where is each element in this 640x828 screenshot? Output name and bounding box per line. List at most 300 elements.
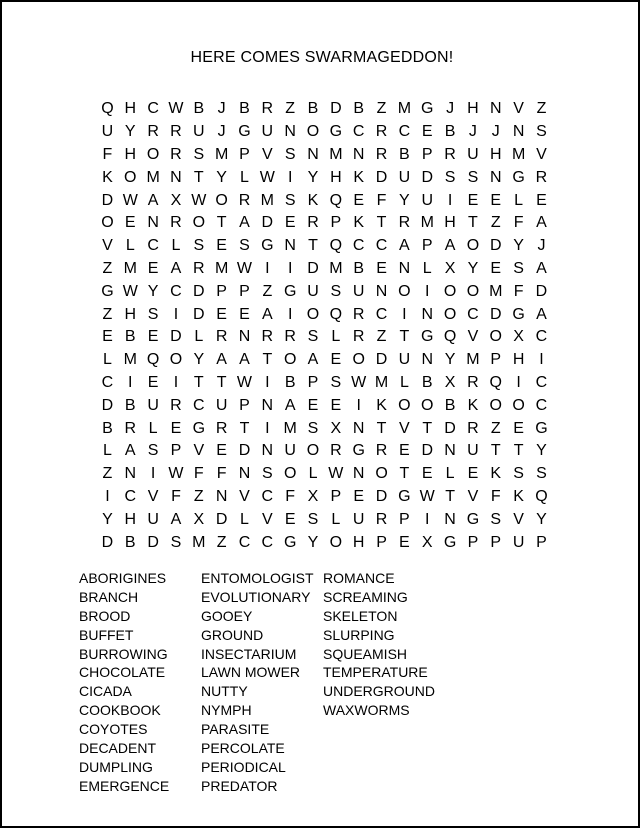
word-list-item: BROOD [79, 607, 131, 624]
grid-letter: I [425, 510, 430, 528]
grid-letter: N [170, 168, 182, 186]
grid-letter: E [216, 305, 227, 323]
grid-row [96, 508, 554, 531]
grid-letter: S [147, 305, 159, 323]
grid-letter: O [489, 328, 502, 346]
word-list-item: PREDATOR [201, 777, 278, 794]
grid-letter: Q [146, 351, 160, 369]
grid-letter: U [467, 145, 479, 163]
grid-letter: L [148, 419, 158, 437]
grid-letter: Z [376, 100, 387, 118]
grid-letter: B [444, 396, 456, 414]
word-list-item: PARASITE [201, 721, 270, 738]
grid-letter: G [101, 282, 114, 300]
grid-letter: N [352, 419, 365, 437]
grid-letter: U [101, 123, 114, 141]
grid-letter: O [124, 168, 137, 186]
grid-letter: S [444, 168, 456, 186]
grid-letter: R [170, 396, 182, 414]
grid-letter: O [398, 282, 411, 300]
grid-letter: E [399, 533, 410, 551]
grid-letter: P [421, 145, 433, 163]
grid-letter: K [307, 191, 319, 209]
word-list-item: BURROWING [79, 645, 168, 662]
grid-letter: D [101, 533, 114, 551]
grid-letter: S [170, 533, 182, 551]
grid-letter: E [330, 396, 342, 414]
grid-letter: A [170, 510, 182, 528]
grid-letter: O [306, 442, 320, 460]
grid-letter: T [376, 214, 387, 232]
grid-letter: A [536, 214, 547, 232]
grid-letter: P [536, 533, 547, 551]
grid-letter: G [443, 533, 457, 551]
grid-letter: W [122, 282, 138, 300]
grid-letter: D [421, 168, 434, 186]
grid-letter: E [216, 442, 227, 460]
grid-letter: P [399, 510, 410, 528]
word-list-item: NUTTY [201, 683, 248, 700]
grid-letter: O [421, 396, 434, 414]
grid-letter: O [306, 305, 320, 323]
grid-letter: V [147, 487, 159, 505]
grid-letter: V [239, 487, 250, 505]
grid-letter: T [399, 465, 410, 483]
grid-letter: V [102, 237, 113, 255]
word-list-item: INSECTARIUM [201, 645, 297, 662]
word-list-column [323, 569, 463, 796]
grid-letter: O [512, 396, 525, 414]
grid-letter: Y [147, 282, 159, 300]
grid-letter: T [445, 487, 455, 505]
grid-letter: E [147, 373, 159, 391]
grid-letter: E [147, 328, 159, 346]
grid-letter: M [420, 214, 434, 232]
grid-letter: U [398, 351, 411, 369]
grid-letter: M [146, 168, 160, 186]
grid-letter: T [468, 214, 478, 232]
grid-letter: R [215, 419, 228, 437]
grid-letter: Q [329, 237, 343, 255]
grid-letter: Q [535, 487, 548, 505]
grid-letter: L [422, 259, 432, 277]
grid-letter: K [513, 487, 524, 505]
grid-letter: C [467, 305, 479, 323]
grid-letter: I [265, 419, 270, 437]
grid-letter: H [330, 168, 342, 186]
grid-letter: Y [102, 510, 113, 528]
grid-letter: N [147, 214, 159, 232]
grid-letter: D [170, 328, 182, 346]
word-list-item: EMERGENCE [79, 777, 170, 794]
grid-letter: E [216, 237, 227, 255]
grid-letter: S [467, 168, 479, 186]
grid-row [96, 280, 554, 303]
grid-letter: U [352, 282, 365, 300]
grid-letter: L [331, 328, 341, 346]
grid-letter: I [173, 373, 179, 391]
grid-letter: L [240, 510, 249, 528]
grid-letter: D [193, 282, 205, 300]
word-list-item: NYMPH [201, 702, 252, 719]
grid-letter: N [284, 237, 296, 255]
grid-letter: A [284, 396, 296, 414]
grid-letter: L [308, 465, 318, 483]
grid-letter: D [375, 168, 388, 186]
grid-letter: N [489, 100, 502, 118]
puzzle-title: HERE COMES SWARMAGEDDON! [190, 49, 454, 66]
grid-letter: O [101, 214, 114, 232]
grid-letter: K [353, 214, 365, 232]
grid-letter: N [512, 123, 525, 141]
grid-letter: Y [399, 191, 410, 209]
grid-letter: K [353, 168, 365, 186]
grid-letter: Q [329, 305, 343, 323]
grid-letter: N [307, 145, 319, 163]
grid-letter: O [192, 214, 206, 232]
grid-letter: E [307, 396, 319, 414]
grid-letter: M [329, 145, 343, 163]
grid-letter: O [352, 351, 365, 369]
grid-row [96, 394, 554, 417]
letter-grid [96, 98, 554, 554]
grid-letter: R [147, 123, 159, 141]
grid-letter: N [421, 351, 434, 369]
grid-letter: Y [307, 533, 319, 551]
word-list-item: CHOCOLATE [79, 664, 166, 681]
grid-letter: I [425, 282, 430, 300]
word-list-item: TEMPERATURE [323, 664, 428, 681]
grid-letter: G [283, 533, 297, 551]
grid-letter: G [535, 419, 548, 437]
grid-row [96, 235, 554, 258]
grid-letter: S [239, 237, 250, 255]
grid-letter: Z [285, 100, 296, 118]
grid-letter: I [265, 259, 270, 277]
grid-letter: E [467, 465, 479, 483]
grid-letter: X [170, 191, 182, 209]
grid-letter: P [376, 533, 387, 551]
grid-letter: G [466, 510, 480, 528]
grid-letter: R [261, 328, 274, 346]
grid-letter: D [489, 305, 502, 323]
grid-letter: T [399, 328, 410, 346]
grid-row [96, 531, 554, 554]
grid-letter: R [261, 100, 274, 118]
grid-row [96, 166, 554, 189]
grid-letter: S [490, 510, 502, 528]
grid-row [96, 121, 554, 144]
grid-letter: V [467, 487, 479, 505]
grid-letter: A [124, 442, 136, 460]
grid-letter: M [260, 191, 274, 209]
grid-letter: H [124, 510, 137, 528]
grid-letter: A [307, 351, 319, 369]
grid-letter: O [283, 351, 297, 369]
word-list [79, 569, 463, 796]
grid-letter: E [284, 214, 296, 232]
grid-letter: P [216, 282, 227, 300]
grid-letter: F [216, 465, 227, 483]
word-list-item: EVOLUTIONARY [201, 588, 311, 605]
grid-letter: Z [102, 259, 113, 277]
grid-letter: T [308, 237, 318, 255]
grid-letter: N [352, 145, 365, 163]
grid-letter: V [467, 328, 479, 346]
word-list-item: PERCOLATE [201, 740, 285, 757]
grid-letter: Q [443, 328, 457, 346]
grid-letter: E [490, 191, 502, 209]
grid-letter: R [375, 442, 388, 460]
grid-row [96, 326, 554, 349]
grid-letter: O [329, 533, 343, 551]
grid-letter: I [287, 259, 293, 277]
grid-letter: M [123, 259, 137, 277]
grid-letter: G [512, 305, 525, 323]
grid-letter: O [443, 282, 457, 300]
grid-letter: P [307, 373, 319, 391]
grid-letter: S [284, 191, 296, 209]
grid-letter: E [284, 510, 296, 528]
grid-letter: C [124, 487, 137, 505]
grid-letter: Z [262, 282, 273, 300]
grid-row [96, 463, 554, 486]
grid-letter: M [123, 351, 137, 369]
grid-letter: K [467, 396, 479, 414]
grid-letter: R [444, 145, 456, 163]
grid-letter: I [105, 487, 110, 505]
grid-letter: Y [467, 259, 479, 277]
grid-letter: C [535, 396, 548, 414]
grid-letter: B [421, 373, 433, 391]
grid-letter: I [287, 168, 293, 186]
grid-letter: B [124, 396, 136, 414]
grid-letter: D [421, 442, 434, 460]
grid-letter: P [330, 487, 342, 505]
grid-letter: P [421, 237, 433, 255]
grid-letter: M [329, 259, 343, 277]
grid-letter: M [511, 145, 526, 163]
grid-letter: R [352, 305, 365, 323]
grid-letter: R [284, 328, 296, 346]
grid-letter: D [489, 237, 502, 255]
grid-letter: L [125, 237, 135, 255]
grid-letter: O [489, 396, 502, 414]
grid-letter: P [239, 396, 250, 414]
grid-letter: N [284, 123, 296, 141]
grid-row [96, 144, 554, 167]
grid-letter: O [215, 191, 228, 209]
grid-letter: T [216, 373, 227, 391]
grid-letter: C [375, 305, 388, 323]
grid-letter: C [170, 282, 182, 300]
grid-letter: N [444, 442, 456, 460]
grid-letter: C [398, 123, 411, 141]
word-list-item: BUFFET [79, 626, 134, 643]
grid-letter: R [307, 214, 319, 232]
grid-letter: C [261, 533, 274, 551]
grid-letter: R [170, 145, 182, 163]
grid-letter: P [490, 533, 502, 551]
grid-letter: J [446, 100, 455, 118]
grid-letter: D [101, 396, 114, 414]
grid-letter: D [375, 487, 388, 505]
grid-letter: K [376, 396, 387, 414]
grid-letter: M [397, 100, 412, 118]
grid-letter: B [399, 145, 410, 163]
grid-letter: X [193, 510, 205, 528]
grid-letter: N [444, 510, 456, 528]
grid-letter: A [170, 259, 182, 277]
grid-letter: B [102, 419, 113, 437]
grid-letter: I [539, 351, 544, 369]
grid-letter: R [352, 328, 365, 346]
grid-letter: X [307, 487, 319, 505]
grid-letter: C [535, 328, 548, 346]
grid-letter: F [513, 282, 524, 300]
grid-letter: I [287, 305, 293, 323]
grid-letter: J [537, 237, 546, 255]
grid-letter: T [422, 419, 433, 437]
grid-letter: R [535, 168, 548, 186]
word-list-item: ABORIGINES [79, 570, 167, 586]
grid-letter: J [217, 100, 226, 118]
grid-letter: I [150, 465, 156, 483]
grid-letter: V [536, 145, 547, 163]
grid-letter: Q [329, 191, 343, 209]
grid-letter: G [261, 237, 274, 255]
word-list-column [79, 569, 201, 796]
grid-letter: E [170, 419, 182, 437]
grid-letter: Z [216, 533, 227, 551]
grid-letter: M [374, 373, 389, 391]
grid-letter: D [535, 282, 548, 300]
grid-letter: M [489, 282, 503, 300]
grid-letter: Z [102, 305, 113, 323]
grid-letter: N [375, 282, 388, 300]
grid-row [96, 349, 554, 372]
grid-letter: T [262, 351, 273, 369]
word-list-item: SLURPING [323, 626, 395, 643]
grid-letter: V [399, 419, 410, 437]
grid-letter: G [329, 123, 343, 141]
grid-letter: J [468, 123, 477, 141]
word-list-item: COOKBOOK [79, 702, 161, 719]
grid-letter: P [239, 282, 250, 300]
grid-letter: R [375, 123, 388, 141]
grid-letter: F [513, 214, 524, 232]
grid-letter: O [169, 351, 183, 369]
grid-letter: J [491, 123, 500, 141]
grid-letter: R [193, 259, 205, 277]
grid-letter: E [536, 191, 547, 209]
grid-letter: R [375, 510, 388, 528]
grid-letter: U [467, 442, 479, 460]
grid-row [96, 258, 554, 281]
grid-letter: A [399, 237, 410, 255]
word-list-item: GOOEY [201, 607, 253, 624]
grid-letter: U [352, 510, 365, 528]
grid-letter: W [168, 465, 184, 483]
grid-letter: D [261, 214, 274, 232]
grid-letter: Q [489, 373, 502, 391]
grid-letter: B [353, 100, 365, 118]
grid-letter: U [147, 396, 159, 414]
grid-letter: L [399, 373, 409, 391]
grid-letter: B [444, 123, 456, 141]
grid-letter: N [489, 168, 502, 186]
grid-letter: E [353, 191, 365, 209]
grid-letter: O [375, 465, 388, 483]
grid-letter: R [330, 442, 342, 460]
grid-letter: N [238, 328, 251, 346]
grid-letter: B [124, 533, 136, 551]
grid-letter: C [147, 100, 159, 118]
grid-row [96, 98, 554, 121]
grid-letter: Y [444, 351, 456, 369]
grid-letter: O [283, 465, 297, 483]
word-list-item: UNDERGROUND [323, 683, 435, 700]
word-list-item: SCREAMING [323, 588, 408, 605]
grid-letter: S [307, 510, 319, 528]
grid-letter: A [216, 351, 227, 369]
grid-letter: L [102, 351, 112, 369]
grid-letter: Q [101, 100, 114, 118]
grid-letter: N [124, 465, 137, 483]
word-list-item: ENTOMOLOGIST [201, 570, 314, 586]
grid-letter: K [490, 465, 502, 483]
grid-letter: I [402, 305, 407, 323]
grid-letter: Y [193, 351, 205, 369]
grid-letter: B [239, 100, 250, 118]
word-list-item: GROUND [201, 626, 264, 643]
grid-letter: T [216, 214, 227, 232]
grid-letter: N [215, 487, 228, 505]
grid-letter: C [352, 237, 365, 255]
grid-letter: P [239, 145, 250, 163]
grid-letter: S [513, 259, 524, 277]
grid-letter: D [307, 259, 319, 277]
grid-letter: S [193, 145, 205, 163]
grid-letter: V [513, 510, 524, 528]
grid-letter: W [328, 465, 344, 483]
grid-letter: L [102, 442, 112, 460]
grid-letter: G [398, 487, 411, 505]
grid-letter: E [330, 351, 342, 369]
grid-letter: Y [124, 123, 136, 141]
grid-letter: U [512, 533, 525, 551]
grid-letter: X [330, 419, 342, 437]
grid-letter: W [259, 168, 275, 186]
grid-letter: U [284, 442, 296, 460]
grid-letter: E [421, 465, 433, 483]
grid-letter: E [102, 328, 113, 346]
grid-letter: V [261, 510, 273, 528]
grid-letter: U [215, 396, 228, 414]
grid-letter: S [536, 123, 547, 141]
grid-letter: A [536, 259, 547, 277]
grid-letter: E [239, 305, 250, 323]
grid-letter: S [307, 419, 319, 437]
grid-letter: Y [307, 168, 319, 186]
grid-letter: D [147, 533, 159, 551]
grid-letter: H [124, 305, 137, 323]
grid-letter: R [170, 214, 182, 232]
grid-letter: B [307, 100, 319, 118]
grid-row [96, 303, 554, 326]
grid-letter: W [351, 373, 367, 391]
grid-letter: D [375, 351, 388, 369]
